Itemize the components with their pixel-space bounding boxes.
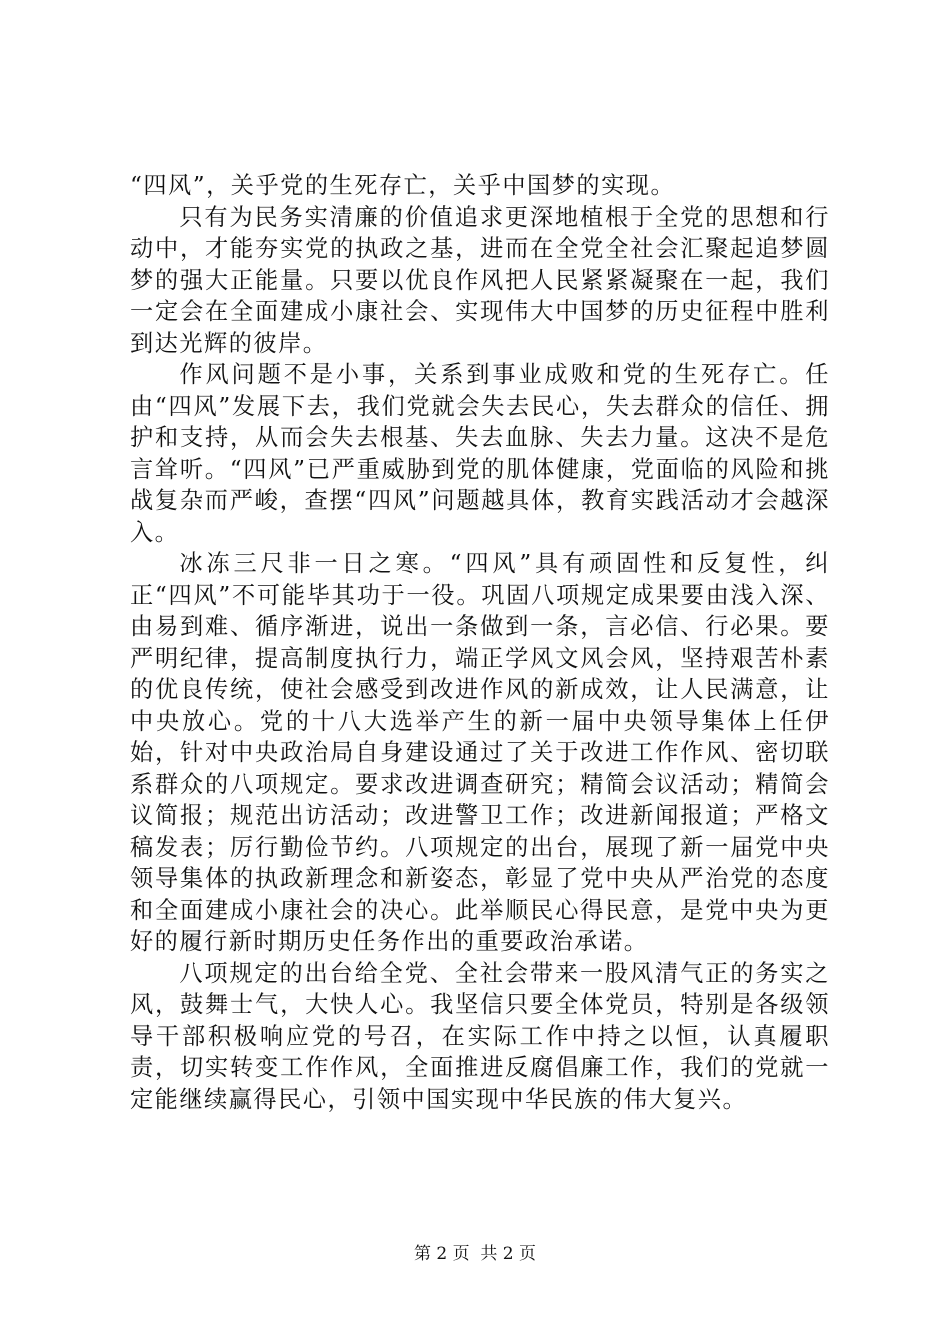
paragraph-2: 只有为民务实清廉的价值追求更深地植根于全党的思想和行动中，才能夯实党的执政之基，进而在全党全社会汇聚起追梦圆梦的强大正能量。只要以优良作风把人民紧紧凝聚在一起，我们一定会在全面建成小康社会、实现伟大中国梦的历史征程中胜利到达光辉的彼岸。 bbox=[130, 203, 830, 357]
paragraph-4: 冰冻三尺非一日之寒。“四风”具有顽固性和反复性，纠正“四风”不可能毕其功于一役。巩固八项规定成果要由浅入深、由易到难、循序渐进，说出一条做到一条，言必信、行必果。要严明纪律，提高制度执行力，端正学风文风会风，坚持艰苦朴素的优良传统，使社会感受到改进作风的新成效，让人民满意，让中央放心。党的十八大选举产生的新一届中央领导集体上任伊始，针对中央政治局自身建设通过了关于改进工作作风、密切联系群众的八项规定。要求改进调查研究；精简会议活动；精简会议简报；规范出访活动；改进警卫工作；改进新闻报道；严格文稿发表；厉行勤俭节约。八项规定的出台，展现了新一届党中央领导集体的执政新理念和新姿态，彰显了党中央从严治党的态度和全面建成小康社会的决心。此举顺民心得民意，是党中央为更好的履行新时期历史任务作出的重要政治承诺。 bbox=[130, 550, 830, 955]
page-footer bbox=[0, 1243, 950, 1265]
page-number-label: 第 2 页 共 2 页 bbox=[413, 1244, 537, 1264]
paragraph-1: “四风”，关乎党的生死存亡，关乎中国梦的实现。 bbox=[130, 172, 676, 199]
document-body bbox=[130, 170, 830, 1115]
paragraph-3: 作风问题不是小事，关系到事业成败和党的生死存亡。任由“四风”发展下去，我们党就会失去民心，失去群众的信任、拥护和支持，从而会失去根基、失去血脉、失去力量。这决不是危言耸听。“四风”已严重威胁到党的肌体健康，党面临的风险和挑战复杂而严峻，查摆“四风”问题越具体，教育实践活动才会越深入。 bbox=[130, 361, 830, 546]
paragraph-5: 八项规定的出台给全党、全社会带来一股风清气正的务实之风，鼓舞士气，大快人心。我坚信只要全体党员，特别是各级领导干部积极响应党的号召，在实际工作中持之以恒，认真履职责，切实转变工作作风，全面推进反腐倡廉工作，我们的党就一定能继续赢得民心，引领中国实现中华民族的伟大复兴。 bbox=[130, 959, 830, 1113]
